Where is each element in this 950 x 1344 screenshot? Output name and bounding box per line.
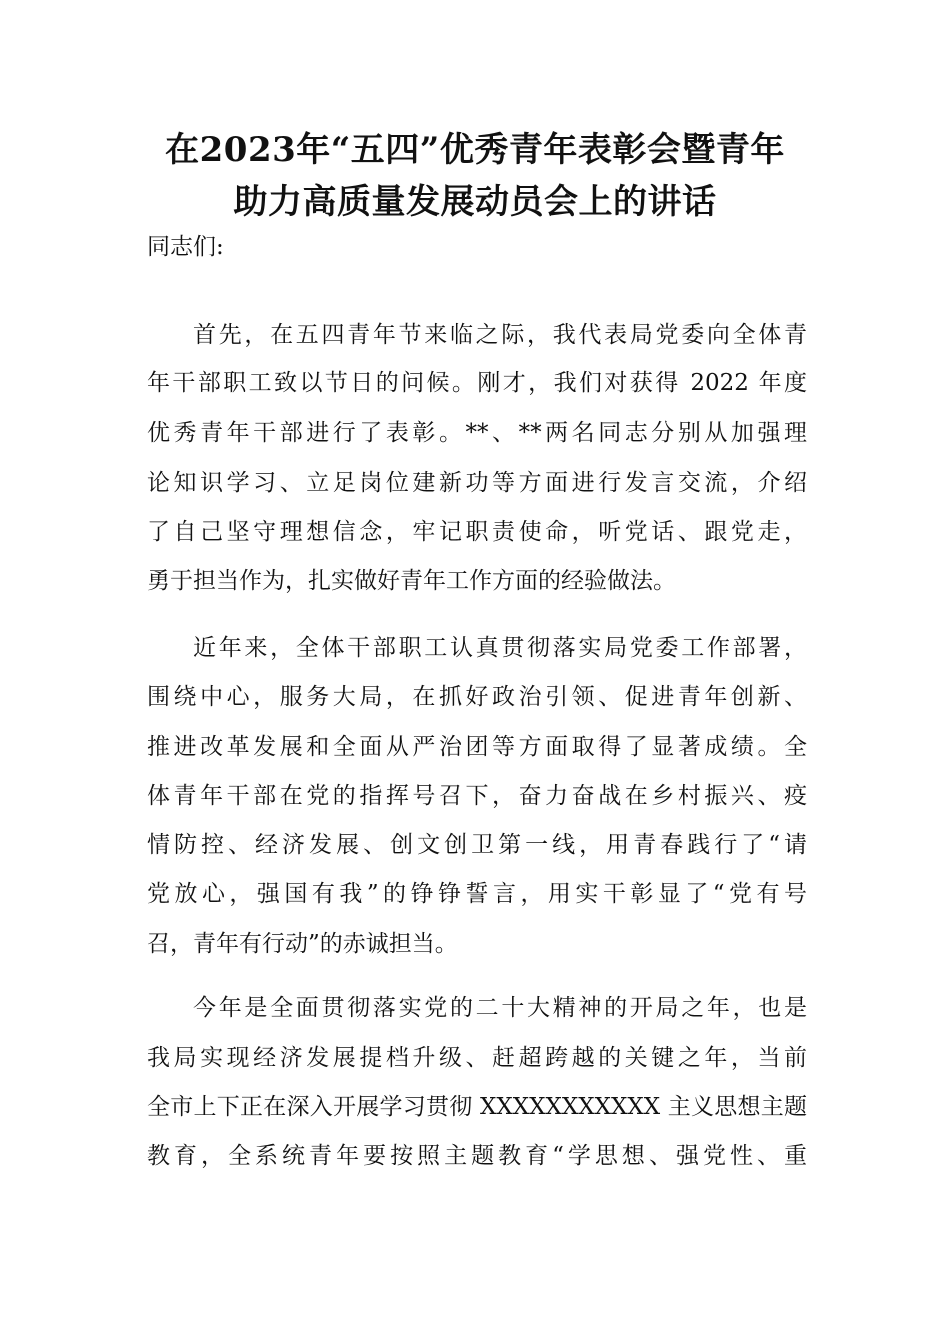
paragraph-2-line-7: 召，青年有行动”的赤诚担当。 <box>147 931 458 957</box>
paragraph-1-line-3: 优秀青年干部进行了表彰。**、**两名同志分别从加强理 <box>147 420 807 446</box>
paragraph-1-line-6: 勇于担当作为，扎实做好青年工作方面的经验做法。 <box>147 568 676 594</box>
document-title-line-1: 在2023年“五四”优秀青年表彰会暨青年 <box>165 130 785 170</box>
paragraph-3-line-1: 今年是全面贯彻落实党的二十大精神的开局之年，也是 <box>193 995 807 1021</box>
paragraph-2-line-2: 围绕中心，服务大局，在抓好政治引领、促进青年创新、 <box>147 684 807 710</box>
paragraph-2-line-1: 近年来，全体干部职工认真贯彻落实局党委工作部署， <box>193 635 807 661</box>
document-title-line-2: 助力高质量发展动员会上的讲话 <box>233 182 717 222</box>
paragraph-2-line-6: 党放心，强国有我”的铮铮誓言，用实干彰显了“党有号 <box>147 881 807 907</box>
paragraph-1-line-4: 论知识学习、立足岗位建新功等方面进行发言交流，介绍 <box>147 470 807 496</box>
paragraph-3-line-4: 教育，全系统青年要按照主题教育“学思想、强党性、重 <box>147 1143 807 1169</box>
paragraph-3-line-2: 我局实现经济发展提档升级、赶超跨越的关键之年，当前 <box>147 1045 807 1071</box>
paragraph-1-line-1: 首先，在五四青年节来临之际，我代表局党委向全体青 <box>193 322 807 348</box>
salutation: 同志们: <box>147 234 224 260</box>
paragraph-3-line-3: 全市上下正在深入开展学习贯彻 XXXXXXXXXXX 主义思想主题 <box>147 1094 807 1120</box>
paragraph-2-line-3: 推进改革发展和全面从严治团等方面取得了显著成绩。全 <box>147 734 807 760</box>
paragraph-1-line-5: 了自己坚守理想信念，牢记职责使命，听党话、跟党走， <box>147 519 807 545</box>
paragraph-1-line-2: 年干部职工致以节日的问候。刚才，我们对获得 2022 年度 <box>147 370 807 396</box>
paragraph-2-line-5: 情防控、经济发展、创文创卫第一线，用青春践行了“请 <box>147 832 807 858</box>
paragraph-2-line-4: 体青年干部在党的指挥号召下，奋力奋战在乡村振兴、疫 <box>147 783 807 809</box>
